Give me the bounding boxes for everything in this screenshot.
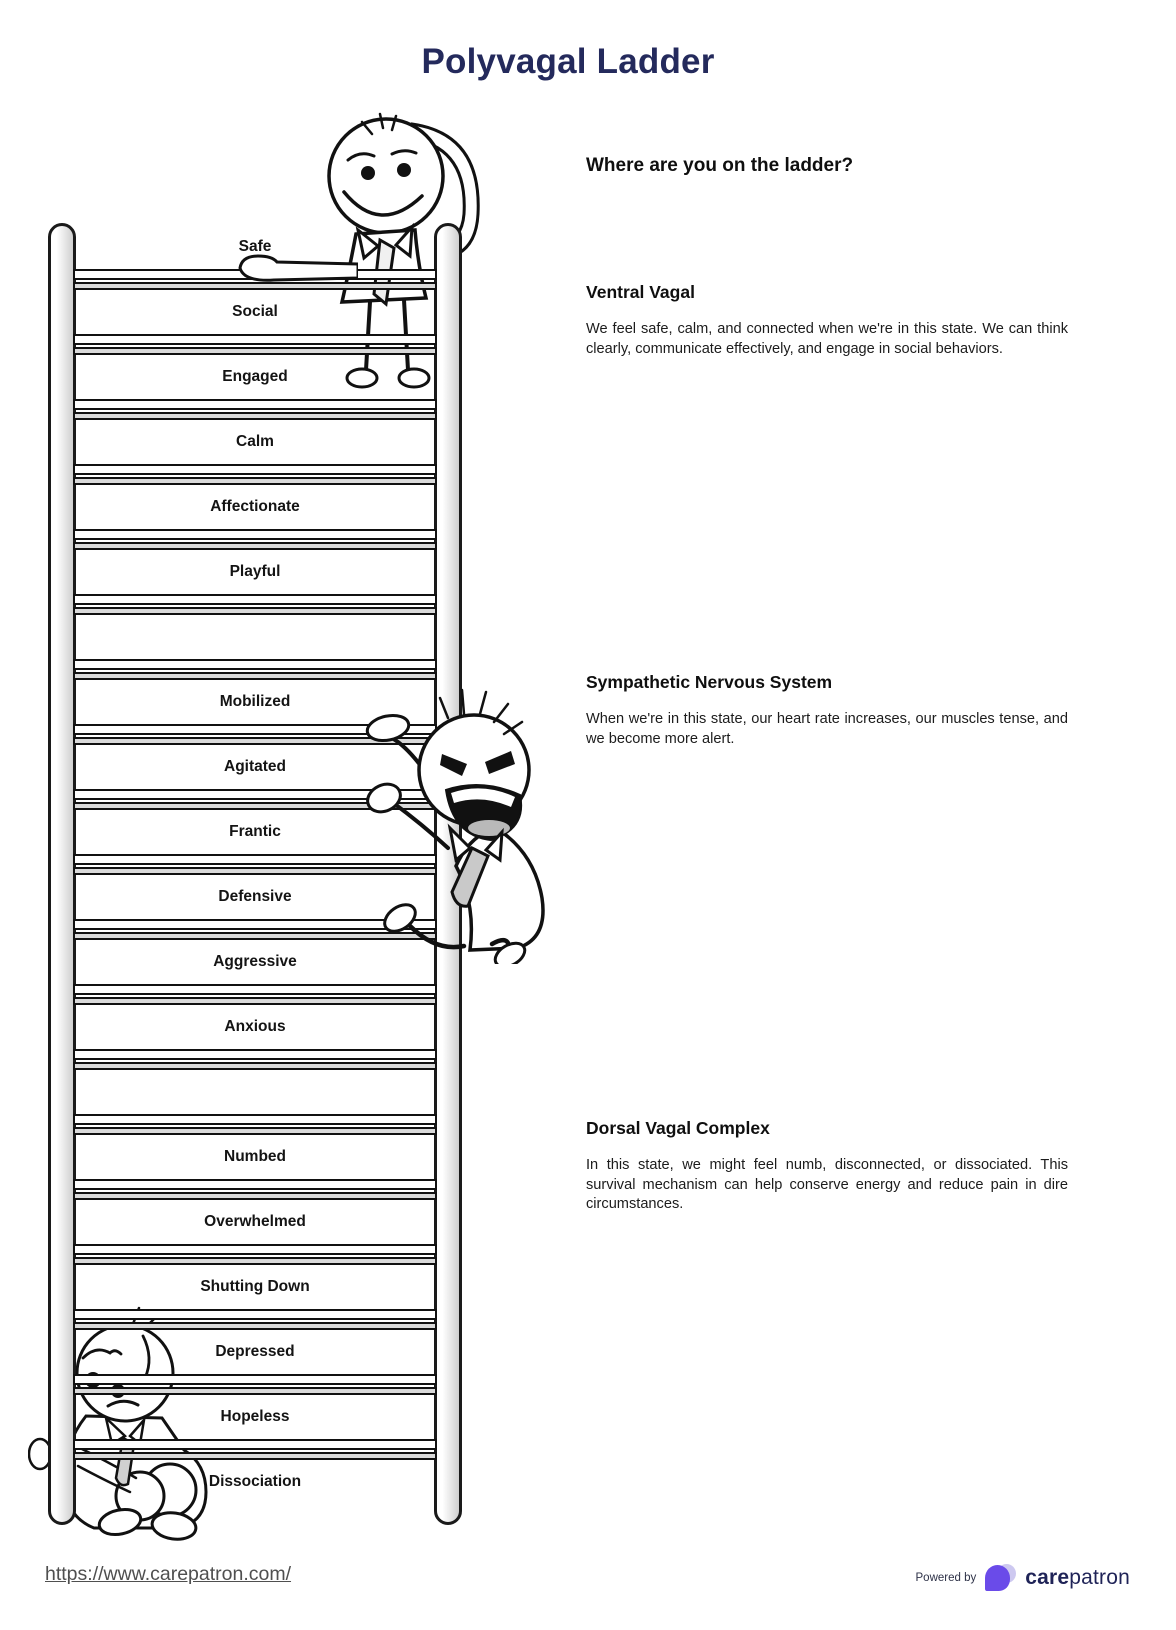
ladder-rung [73,399,437,420]
ladder-rung [73,1374,437,1395]
ladder-rung [73,1179,437,1200]
section-heading: Ventral Vagal [586,282,695,302]
rung-label [48,615,462,628]
rung-shadow-bar [73,477,437,485]
rung-shadow-bar [73,1387,437,1395]
rung-shadow-bar [73,1192,437,1200]
ladder-row [48,1200,462,1265]
rung-top-bar [73,1244,437,1255]
rung-label: Depressed [215,1343,295,1360]
rung-label: Mobilized [219,693,291,710]
rung-label: Agitated [224,758,286,775]
ladder-rung [73,984,437,1005]
rung-shadow-bar [73,1127,437,1135]
rung-label: Shutting Down [200,1278,310,1295]
rung-top-bar [73,594,437,605]
powered-by-group [916,1562,1131,1594]
ladder-rung [73,594,437,615]
rung-top-bar [73,1309,437,1320]
ladder-rung [73,529,437,550]
rung-label: Playful [229,563,281,580]
ladder-rung [73,334,437,355]
angry-climber-icon [352,652,562,964]
section-heading: Sympathetic Nervous System [586,672,833,692]
rung-label: Defensive [218,888,292,905]
section-body: We feel safe, calm, and connected when we're in this state. We can think clearly, communicate effectively, and engage in social behaviors. [586,321,1068,357]
rung-top-bar [73,984,437,995]
rung-shadow-bar [73,412,437,420]
rung-shadow-bar [73,997,437,1005]
ladder-row [48,550,462,615]
question-heading: Where are you on the ladder? [586,155,854,176]
rung-label: Frantic [229,823,281,840]
rung-label: Hopeless [220,1408,290,1425]
ladder-row [48,1330,462,1395]
rung-top-bar [73,1179,437,1190]
section-heading: Dorsal Vagal Complex [586,1118,770,1138]
happy-climber-hand-icon [232,248,358,284]
rung-top-bar [73,399,437,410]
logo-purple-blob [985,1565,1010,1591]
section-sympathetic [586,672,1068,749]
rung-shadow-bar [73,1062,437,1070]
carepatron-wordmark: carepatron [1025,1566,1130,1589]
rung-shadow-bar [73,1322,437,1330]
rung-label: Social [232,303,278,320]
rung-top-bar [73,1049,437,1060]
section-body: In this state, we might feel numb, disconnected, or dissociated. This survival mechanism can help conserve energy and reduce pain in dire circumstances. [586,1157,1068,1213]
rung-label [48,1070,462,1083]
ladder-rung [73,1439,437,1460]
ladder-rung [73,1244,437,1265]
rung-label: Dissociation [208,1473,302,1490]
carepatron-logo-icon [985,1564,1016,1592]
rung-shadow-bar [73,1452,437,1460]
section-dorsal-vagal [586,1118,1068,1215]
rung-top-bar [73,529,437,540]
ladder-rung [73,1309,437,1330]
ladder-row [48,1070,462,1135]
rung-label: Aggressive [213,953,297,970]
ladder-row [48,1265,462,1330]
ladder-row [48,290,462,355]
rung-label: Safe [238,238,272,255]
rung-shadow-bar [73,347,437,355]
rung-label: Overwhelmed [204,1213,306,1230]
ladder-row [48,355,462,420]
ladder-row [48,1005,462,1070]
rung-top-bar [73,1114,437,1125]
section-body: When we're in this state, our heart rate increases, our muscles tense, and we become more alert. [586,711,1068,747]
rung-label: Numbed [224,1148,286,1165]
ladder-row [48,485,462,550]
page-title: Polyvagal Ladder [421,42,715,81]
ladder-row [48,1135,462,1200]
carepatron-link[interactable]: https://www.carepatron.com/ [45,1563,292,1585]
rung-top-bar [73,464,437,475]
powered-by-label: Powered by [915,1572,977,1584]
rung-shadow-bar [73,607,437,615]
ladder-row [48,1460,462,1525]
rung-shadow-bar [73,1257,437,1265]
ladder-rung [73,1049,437,1070]
rung-label: Anxious [224,1018,286,1035]
rung-shadow-bar [73,542,437,550]
rung-top-bar [73,1374,437,1385]
ladder-rung [73,464,437,485]
rung-label: Engaged [222,368,288,385]
rung-top-bar [73,1439,437,1450]
ladder-rung [73,1114,437,1135]
rung-label: Affectionate [210,498,300,515]
rung-label: Calm [236,433,274,450]
rung-top-bar [73,334,437,345]
section-ventral-vagal [586,282,1068,359]
ladder-row [48,1395,462,1460]
ladder-row [48,420,462,485]
